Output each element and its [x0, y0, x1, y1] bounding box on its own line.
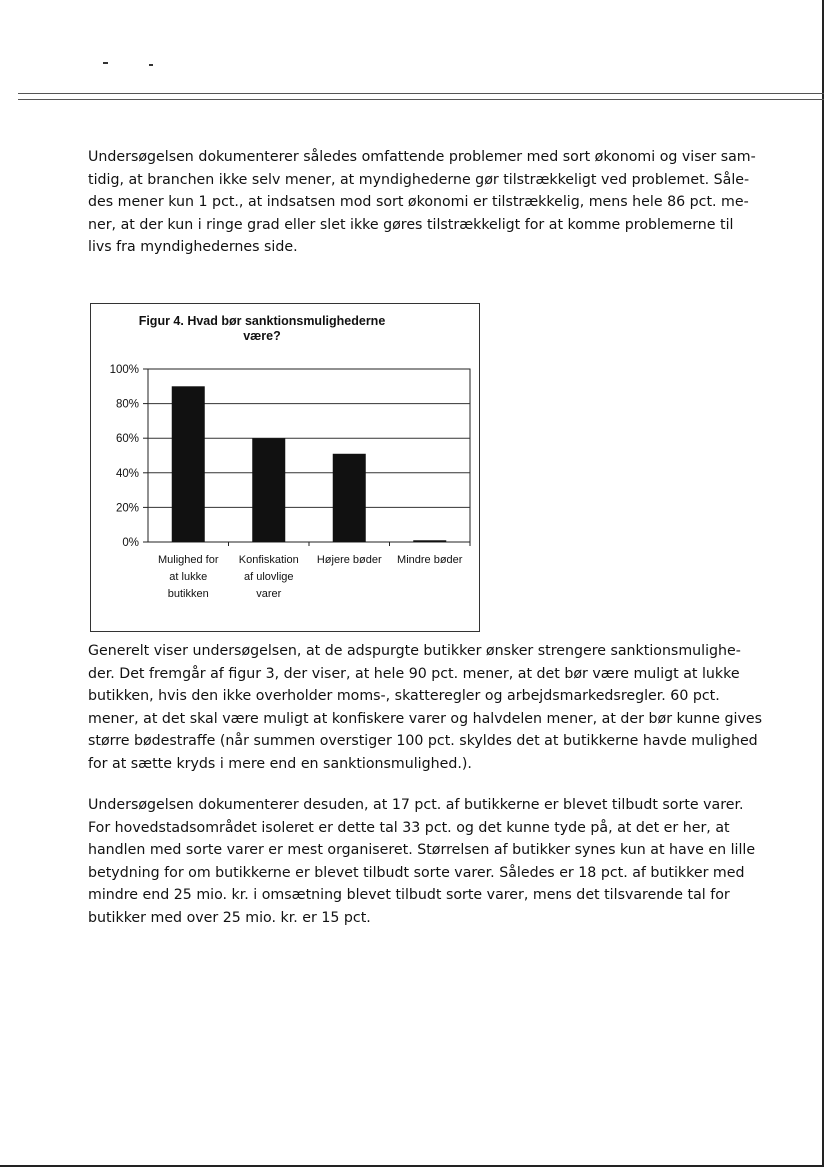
scan-speck	[103, 62, 108, 64]
x-tick-label: varer	[256, 588, 282, 600]
text-line: des mener kun 1 pct., at indsatsen mod sort økonomi er tilstrækkelig, mens hele 86 pct. me-	[88, 194, 749, 210]
y-tick-label: 100%	[109, 364, 139, 376]
text-line: ner, at der kun i ringe grad eller slet ikke gøres tilstrækkeligt for at komme problemerne til	[88, 216, 734, 233]
bar	[252, 438, 285, 542]
scan-speck	[149, 64, 153, 66]
y-tick-label: 0%	[122, 537, 139, 549]
chart-title: Figur 4. Hvad bør sanktionsmulighederne	[138, 314, 386, 328]
text-line: butikken, hvis den ikke overholder moms-, skatteregler og arbejdsmarkedsregler. 60 pct.	[88, 688, 720, 704]
text-line: for at sætte kryds i mere end en sanktionsmulighed.).	[88, 755, 472, 772]
bar-chart	[91, 304, 479, 631]
text-line: tidig, at branchen ikke selv mener, at myndighederne gør tilstrækkeligt ved problemet. Såle-	[88, 171, 750, 188]
x-tick-label: Mindre bøder	[397, 554, 463, 566]
bar	[333, 454, 366, 542]
x-tick-label: Højere bøder	[316, 554, 382, 566]
text-line: betydning for om butikkerne er blevet tilbudt sorte varer. Således er 18 pct. af butikker med	[88, 864, 745, 881]
bar	[172, 386, 205, 542]
text-line: Undersøgelsen dokumenterer således omfattende problemer med sort økonomi og viser sam-	[88, 149, 756, 165]
x-tick-label: Mulighed for	[157, 554, 219, 566]
x-tick-label: af ulovlige	[243, 571, 294, 583]
x-tick-label: butikken	[167, 588, 209, 600]
text-line: For hovedstadsområdet isoleret er dette tal 33 pct. og det kunne tyde på, at det er her, at	[88, 819, 730, 836]
text-line: butikker med over 25 mio. kr. er 15 pct.	[88, 909, 371, 926]
text-line: livs fra myndighedernes side.	[88, 239, 298, 255]
text-line: Undersøgelsen dokumenterer desuden, at 17 pct. af butikkerne er blevet tilbudt sorte varer.	[88, 797, 744, 813]
text-line: mindre end 25 mio. kr. i omsætning blevet tilbudt sorte varer, mens det tilsvarende tal for	[88, 887, 730, 903]
paragraph-intro	[88, 146, 760, 259]
text-line: større bødestraffe (når summen overstiger 100 pct. skyldes det at butikkerne havde mulighed	[88, 733, 758, 749]
paragraph-sanctions	[88, 640, 760, 775]
y-tick-label: 60%	[115, 433, 139, 446]
paragraph-black-goods	[88, 794, 760, 929]
figure-4	[90, 303, 480, 632]
text-line: handlen med sorte varer er mest organiseret. Størrelsen af butikker synes kun at have en lille	[88, 842, 756, 858]
header-rule	[18, 93, 824, 100]
chart-title: være?	[243, 329, 281, 343]
text-line: mener, at det skal være muligt at konfiskere varer og halvdelen mener, at der bør kunne gives	[88, 710, 762, 727]
text-line: Generelt viser undersøgelsen, at de adspurgte butikker ønsker strengere sanktionsmulighe-	[88, 643, 741, 659]
y-tick-label: 40%	[115, 467, 139, 480]
bar	[413, 540, 446, 542]
y-tick-label: 80%	[115, 398, 139, 411]
text-line: der. Det fremgår af figur 3, der viser, at hele 90 pct. mener, at det bør være muligt at lukke	[88, 665, 740, 682]
x-tick-label: Konfiskation	[238, 554, 299, 566]
x-tick-label: at lukke	[169, 571, 208, 583]
y-tick-label: 20%	[115, 502, 139, 515]
